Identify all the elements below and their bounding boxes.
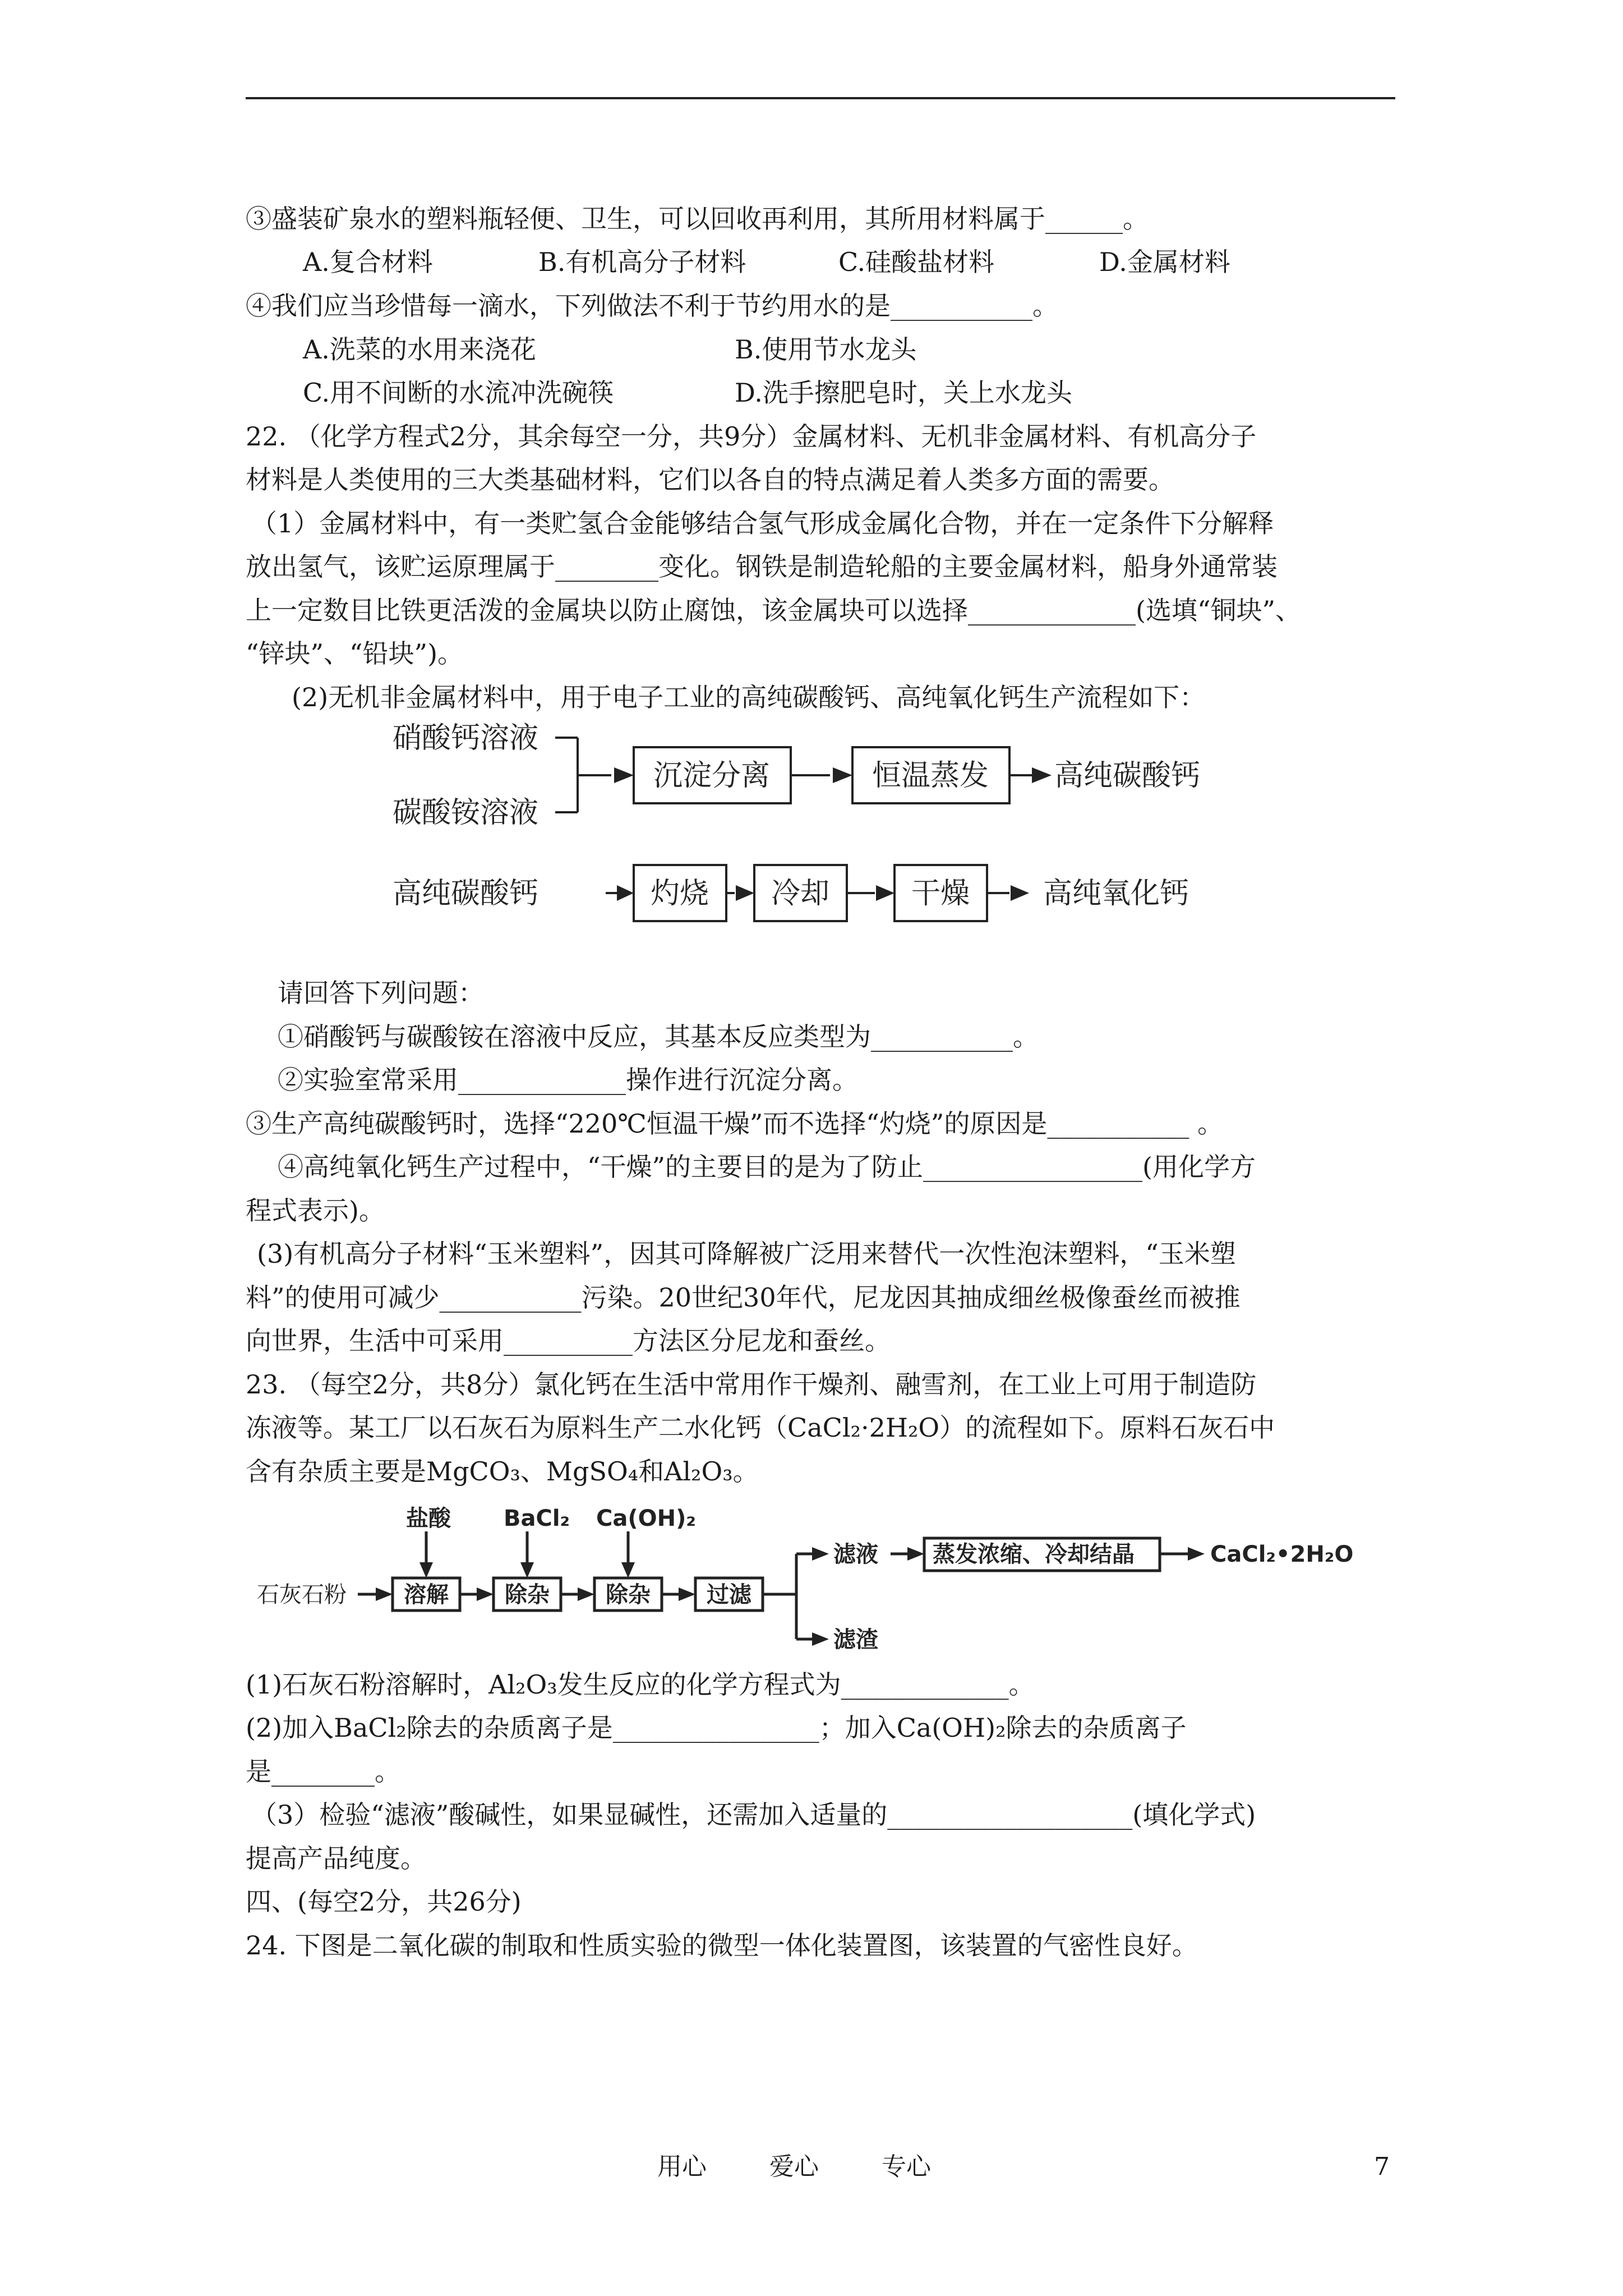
flow-output-calcium-carbonate: 高纯碳酸钙 (1054, 759, 1201, 793)
text-line: (2)无机非金属材料中，用于电子工业的高纯碳酸钙、高纯氧化钙生产流程如下： (292, 682, 1206, 712)
flow-step-precipitate-separation: 沉淀分离 (653, 759, 771, 793)
text-line: (3)有机高分子材料“玉米塑料”，因其可降解被广泛用来替代一次性泡沫塑料，“玉米塑 (257, 1239, 1236, 1269)
flowchart-calcium-carbonate (387, 712, 1228, 931)
text-line: 放出氢气，该贮运原理属于________变化。钢铁是制造轮船的主要金属材料，船身外通常装 (246, 551, 1278, 582)
option-b: B.有机高分子材料 (538, 247, 746, 277)
text-line: (2)加入BaCl₂除去的杂质离子是________________；加入Ca(OH)₂除去的杂质离子 (246, 1713, 1187, 1743)
reagent-calcium-hydroxide: Ca(OH)₂ (596, 1506, 696, 1531)
text-line: ④高纯氧化钙生产过程中，“干燥”的主要目的是为了防止_________________(用化学方 (278, 1152, 1256, 1182)
text-line: 料”的使用可减少___________污染。20世纪30年代，尼龙因其抽成细丝极像蚕丝而被推 (246, 1282, 1241, 1313)
flow-input-limestone-powder: 石灰石粉 (257, 1582, 347, 1608)
text-line: ③生产高纯碳酸钙时，选择“220℃恒温干燥”而不选择“灼烧”的原因是___________ 。 (246, 1108, 1223, 1139)
flow-input-ammonium-carbonate: 碳酸铵溶液 (393, 796, 539, 830)
text-line: 材料是人类使用的三大类基础材料，它们以各自的特点满足着人类多方面的需要。 (246, 464, 1174, 495)
text-line: 程式表示)。 (246, 1195, 385, 1226)
reagent-hydrochloric-acid: 盐酸 (406, 1506, 451, 1531)
option-b: B.使用节水龙头 (735, 334, 917, 365)
option-a: A.复合材料 (303, 247, 433, 277)
option-d: D.洗手擦肥皂时，关上水龙头 (735, 378, 1072, 408)
flowchart-calcium-chloride (246, 1503, 1395, 1672)
option-a: A.洗菜的水用来浇花 (303, 334, 536, 365)
flow-output-calcium-oxide: 高纯氧化钙 (1043, 877, 1189, 910)
text-line: (1)石灰石粉溶解时，Al₂O₃发生反应的化学方程式为_____________。 (246, 1669, 1035, 1700)
text-line: （3）检验“滤液”酸碱性，如果显碱性，还需加入适量的___________________(填化学式) (251, 1800, 1256, 1830)
page-number: 7 (1374, 2152, 1390, 2181)
flow-step-remove-impurity-2: 除杂 (606, 1582, 651, 1608)
flow-step-calcination: 灼烧 (651, 877, 709, 910)
footer-motto-1: 用心 (657, 2152, 707, 2181)
option-d: D.金属材料 (1099, 247, 1230, 277)
text-line: ④我们应当珍惜每一滴水，下列做法不利于节约用水的是___________。 (246, 291, 1058, 321)
flow-step-drying: 干燥 (911, 877, 970, 910)
text-line: “锌块”、“铅块”)。 (246, 638, 464, 669)
flow-step-evaporate-crystallize: 蒸发浓缩、冷却结晶 (933, 1542, 1135, 1567)
section-four-heading: 四、(每空2分，共26分) (246, 1887, 522, 1917)
text-line: 是________。 (246, 1756, 400, 1787)
text-line: ②实验室常采用_____________操作进行沉淀分离。 (278, 1065, 858, 1095)
flow-step-cooling: 冷却 (771, 877, 830, 910)
question-22-heading: 22. （化学方程式2分，其余每空一分，共9分）金属材料、无机非金属材料、有机高分子 (246, 421, 1257, 452)
flow-branch-residue: 滤渣 (833, 1627, 878, 1653)
option-c: C.硅酸盐材料 (838, 247, 995, 277)
flow-step-filter: 过滤 (707, 1582, 751, 1608)
header-rule (246, 97, 1395, 99)
text-line: ③盛装矿泉水的塑料瓶轻便、卫生，可以回收再利用，其所用材料属于______。 (246, 204, 1149, 234)
flow-step-constant-temp-evaporation: 恒温蒸发 (872, 759, 989, 793)
text-line: 含有杂质主要是MgCO₃、MgSO₄和Al₂O₃。 (246, 1456, 759, 1487)
question-23-heading: 23. （每空2分，共8分）氯化钙在生活中常用作干燥剂、融雪剂，在工业上可用于制造防 (246, 1369, 1257, 1400)
flow-step-dissolve: 溶解 (404, 1582, 449, 1608)
question-24-heading: 24. 下图是二氧化碳的制取和性质实验的微型一体化装置图，该装置的气密性良好。 (246, 1930, 1198, 1961)
flow-input-calcium-nitrate: 硝酸钙溶液 (393, 721, 539, 755)
text-line: （1）金属材料中，有一类贮氢合金能够结合氢气形成金属化合物，并在一定条件下分解释 (251, 508, 1274, 539)
text-line: 请回答下列问题： (278, 978, 484, 1008)
footer-motto-2: 爱心 (769, 2152, 819, 2181)
text-line: 冻液等。某工厂以石灰石为原料生产二水化钙（CaCl₂·2H₂O）的流程如下。原料石灰石中 (246, 1412, 1275, 1443)
flow-product-calcium-chloride: CaCl₂•2H₂O (1210, 1542, 1354, 1567)
flow-input-calcium-carbonate: 高纯碳酸钙 (393, 877, 539, 910)
flow-branch-filtrate: 滤液 (833, 1542, 878, 1567)
text-line: 向世界，生活中可采用__________方法区分尼龙和蚕丝。 (246, 1326, 891, 1356)
option-c: C.用不间断的水流冲洗碗筷 (303, 378, 614, 408)
text-line: 上一定数目比铁更活泼的金属块以防止腐蚀，该金属块可以选择_____________(选填“铜块”、 (246, 595, 1301, 625)
footer-motto-3: 专心 (882, 2152, 931, 2181)
flow-step-remove-impurity-1: 除杂 (505, 1582, 550, 1608)
reagent-barium-chloride: BaCl₂ (504, 1506, 570, 1531)
text-line: ①硝酸钙与碳酸铵在溶液中反应，其基本反应类型为___________。 (278, 1022, 1039, 1052)
text-line: 提高产品纯度。 (246, 1843, 426, 1874)
